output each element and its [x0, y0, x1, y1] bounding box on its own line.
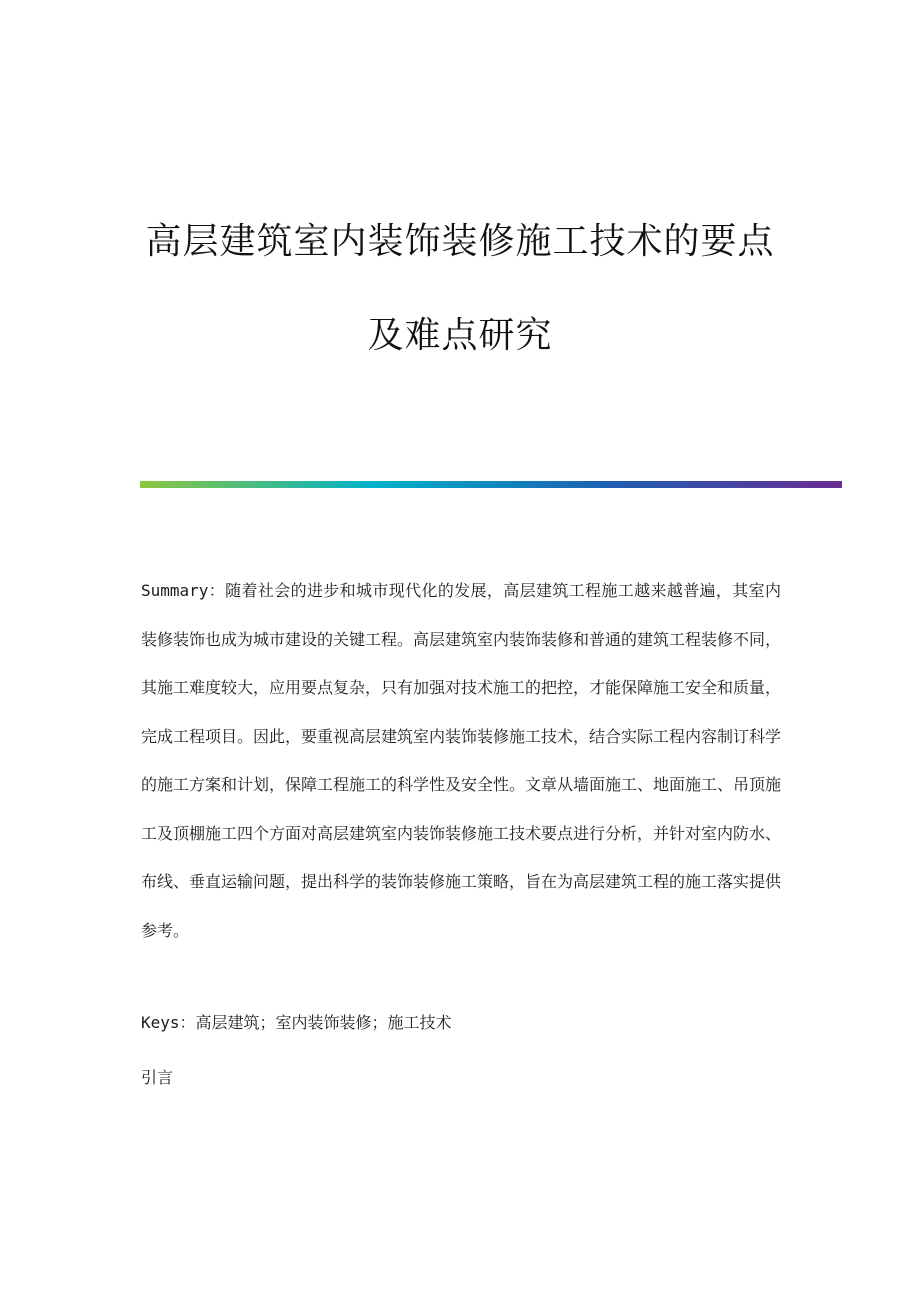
title-line-2: 及难点研究 — [367, 315, 553, 356]
title-line-1: 高层建筑室内装饰装修施工技术的要点 — [145, 221, 775, 262]
summary-paragraph: Summary：随着社会的进步和城市现代化的发展，高层建筑工程施工越来越普遍，其室内装修装饰也成为城市建设的关键工程。高层建筑室内装饰装修和普通的建筑工程装修不同，其施工难度较大，应用要点复杂，只有加强对技术施工的把控，才能保障施工安全和质量，完成工程项目。因此，要重视高层建筑室内装饰装修施工技术，结合实际工程内容制订科学的施工方案和计划，保障工程施工的科学性及安全性。文章从墙面施工、地面施工、吊顶施工及顶棚施工四个方面对高层建筑室内装饰装修施工技术要点进行分析，并针对室内防水、布线、垂直运输问题，提出科学的装饰装修施工策略，旨在为高层建筑工程的施工落实提供参考。 — [141, 581, 782, 940]
gradient-divider — [140, 481, 842, 488]
keywords-line: Keys：高层建筑；室内装饰装修；施工技术 — [141, 1013, 452, 1032]
intro-heading: 引言 — [141, 1068, 174, 1087]
